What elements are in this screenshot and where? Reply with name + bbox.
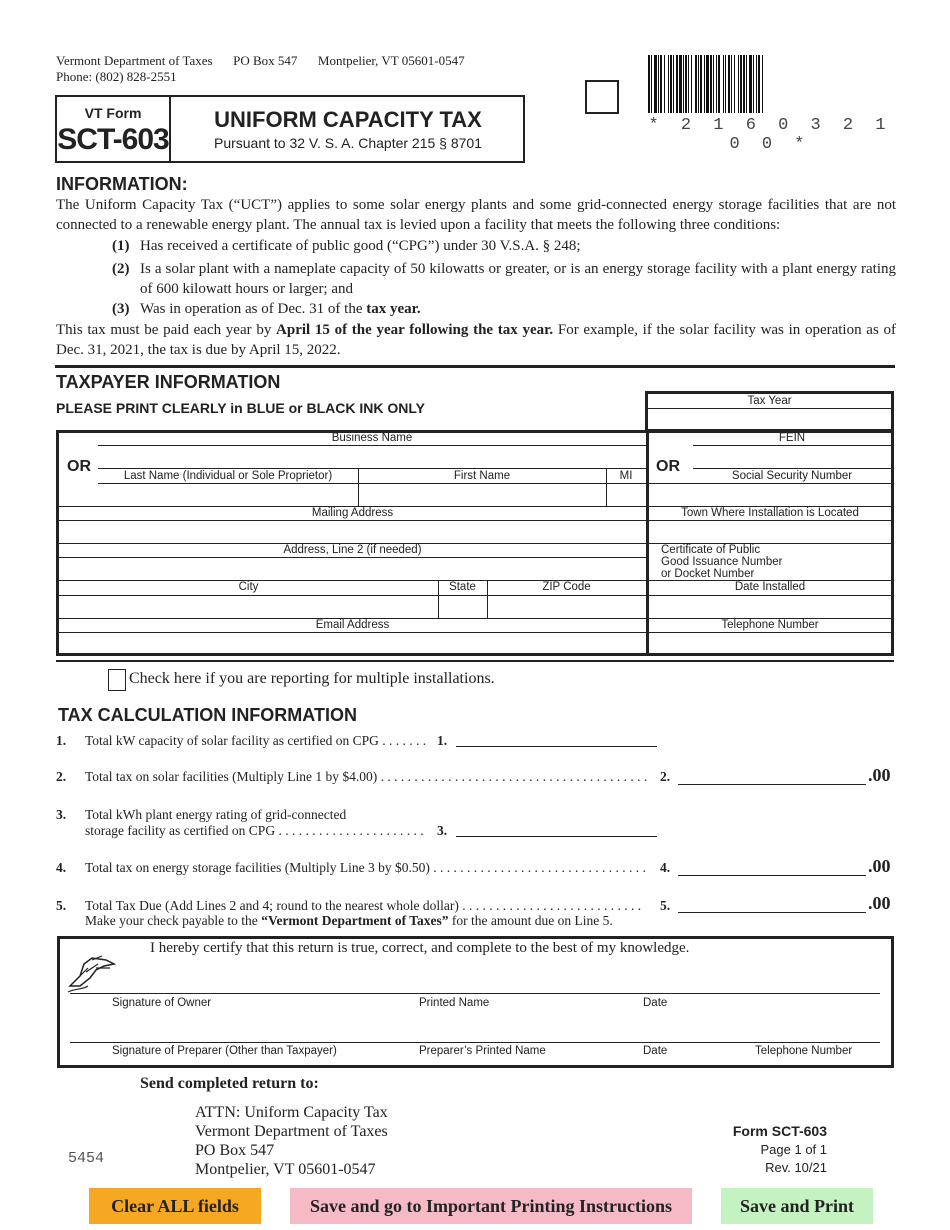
mailing-address-input[interactable] [61, 522, 644, 542]
barcode [648, 55, 892, 113]
cpg-input[interactable] [780, 547, 890, 577]
tax-year-input[interactable] [650, 411, 890, 429]
cpg-label-2: Good Issuance Number [661, 556, 783, 568]
line-1-underline [456, 746, 657, 747]
address-line: Vermont Department of Taxes [195, 1123, 388, 1140]
zip-input[interactable] [489, 597, 644, 617]
line-1-ref: 1. [437, 733, 448, 748]
clear-all-button[interactable]: Clear ALL fields [89, 1188, 261, 1224]
business-name-label: Business Name [331, 432, 413, 444]
telephone-input[interactable] [651, 634, 889, 653]
line-2-num: 2. [56, 769, 67, 784]
line-4-underline [678, 875, 866, 876]
agency-citystate: Montpelier, VT 05601-0547 [317, 53, 465, 68]
line-2-text: Total tax on solar facilities (Multiply Line 1 by $4.00) . . . . . . . . . . . . . . . . . . . . . . . . . . . . . . . . . . . . . . . . [85, 769, 648, 784]
address2-label: Address, Line 2 (if needed) [283, 544, 422, 556]
preparer-date-label: Date [643, 1045, 668, 1057]
email-label: Email Address [315, 619, 390, 631]
town-label: Town Where Installation is Located [681, 507, 859, 519]
business-name-input[interactable] [100, 447, 644, 467]
mi-label: MI [619, 470, 633, 482]
owner-date-input[interactable] [642, 970, 752, 992]
telephone-label: Telephone Number [721, 619, 819, 631]
condition-1-num: (1) [112, 238, 130, 254]
line-3-input[interactable] [456, 819, 657, 835]
line-1-num: 1. [56, 733, 67, 748]
line-5-ref: 5. [660, 898, 671, 913]
printed-name-input[interactable] [418, 970, 628, 992]
condition-1-text: Has received a certificate of public good (“CPG”) under 30 V.S.A. § 248; [140, 238, 581, 254]
due-date-note: This tax must be paid each year by April 15 of the year following the tax year. For example, if the solar facility was in operation as of Dec. 31, 2021, the tax is due by April 15, 2022. [56, 322, 896, 358]
first-name-input[interactable] [360, 485, 604, 505]
line-4-text: Total tax on energy storage facilities (Multiply Line 3 by $0.50) . . . . . . . . . . . . . . . . . . . . . . . . . . . . . . . . [85, 860, 646, 875]
form-number: SCT-603 [57, 123, 169, 156]
line-5-input[interactable] [678, 895, 866, 911]
multiple-installations-checkbox[interactable] [108, 669, 126, 691]
taxpayer-heading: TAXPAYER INFORMATION [56, 372, 281, 392]
sig-preparer-label: Signature of Preparer (Other than Taxpayer) [112, 1045, 337, 1057]
zip-label: ZIP Code [542, 581, 591, 593]
line-3-ref: 3. [437, 823, 448, 838]
payable-note: Make your check payable to the “Vermont Department of Taxes” for the amount due on Line 5. [85, 913, 613, 928]
line-2-cents: .00 [868, 765, 891, 785]
section-divider [55, 365, 895, 368]
line-3-num: 3. [56, 807, 67, 822]
line-3-text-2: storage facility as certified on CPG . . . . . . . . . . . . . . . . . . . . . . [85, 823, 424, 838]
condition-2-num: (2) [112, 261, 130, 277]
preparer-printed-name-input[interactable] [418, 1019, 628, 1041]
town-input[interactable] [651, 522, 889, 542]
mi-input[interactable] [608, 485, 644, 505]
address-line: ATTN: Uniform Capacity Tax [195, 1104, 388, 1121]
footer-page: Page 1 of 1 [760, 1142, 827, 1157]
city-input[interactable] [61, 597, 436, 617]
condition-3-num: (3) [112, 301, 130, 317]
save-print-button[interactable]: Save and Print [721, 1188, 873, 1224]
scan-checkbox [585, 80, 619, 114]
line-3-underline [456, 836, 657, 837]
last-name-label: Last Name (Individual or Sole Proprietor) [123, 470, 333, 482]
fein-input[interactable] [695, 447, 889, 467]
agency-pobox: PO Box 547 [233, 53, 298, 68]
address-line: PO Box 547 [195, 1142, 275, 1159]
line-2-input[interactable] [678, 766, 866, 783]
agency-line [56, 53, 465, 69]
printed-name-label: Printed Name [419, 997, 490, 1009]
multiple-installations-label: Check here if you are reporting for multiple installations. [129, 670, 495, 687]
save-instructions-button[interactable]: Save and go to Important Printing Instructions [290, 1188, 692, 1224]
information-heading: INFORMATION: [56, 174, 188, 194]
first-name-label: First Name [453, 470, 511, 482]
footer-form-label: Form SCT-603 [732, 1123, 827, 1139]
line-5-num: 5. [56, 898, 67, 913]
or-label-name: OR [67, 458, 91, 475]
state-input[interactable] [440, 597, 485, 617]
agency-phone: Phone: (802) 828-2551 [56, 69, 177, 84]
preparer-date-input[interactable] [642, 1019, 742, 1041]
line-1-text: Total kW capacity of solar facility as certified on CPG . . . . . . . [85, 733, 427, 748]
preparer-telephone-label: Telephone Number [755, 1045, 853, 1057]
calc-heading: TAX CALCULATION INFORMATION [58, 705, 357, 725]
line-4-input[interactable] [678, 857, 866, 874]
line-4-cents: .00 [868, 856, 891, 876]
preparer-telephone-input[interactable] [754, 1019, 874, 1041]
barcode-text: * 2 1 6 0 3 2 1 0 0 * [648, 116, 892, 154]
grid-bottom-rule [56, 660, 894, 662]
line-1-input[interactable] [456, 729, 657, 745]
preparer-signature-input[interactable] [110, 1019, 400, 1041]
address2-input[interactable] [61, 559, 644, 579]
certification-statement: I hereby certify that this return is true, correct, and complete to the best of my knowledge. [150, 940, 690, 956]
line-5-cents: .00 [868, 893, 891, 913]
line-5-text: Total Tax Due (Add Lines 2 and 4; round to the nearest whole dollar) . . . . . . . . . . . . . . . . . . . . . . . . . . . [85, 898, 642, 913]
tax-year-label: Tax Year [747, 395, 792, 407]
line-2-ref: 2. [660, 769, 671, 784]
cpg-label-3: or Docket Number [661, 568, 755, 580]
page-subtitle: Pursuant to 32 V. S. A. Chapter 215 § 8701 [213, 135, 482, 151]
page-title: UNIFORM CAPACITY TAX [214, 107, 482, 132]
vt-form-label: VT Form [84, 105, 142, 121]
date-installed-input[interactable] [651, 597, 889, 617]
cpg-label-1: Certificate of Public [661, 544, 761, 556]
preparer-signature-line [70, 1042, 880, 1043]
line-5-underline [678, 912, 866, 913]
footer-rev: Rev. 10/21 [765, 1160, 827, 1175]
sig-owner-label: Signature of Owner [112, 997, 212, 1009]
last-name-input[interactable] [100, 485, 356, 505]
mailing-address-block [195, 1103, 388, 1179]
line-4-ref: 4. [660, 860, 671, 875]
fein-label: FEIN [778, 432, 806, 444]
form-title-box [55, 95, 525, 163]
ssn-label: Social Security Number [731, 470, 853, 482]
agency-name: Vermont Department of Taxes [56, 53, 213, 68]
date-installed-label: Date Installed [734, 581, 806, 593]
city-label: City [238, 581, 259, 593]
line-4-num: 4. [56, 860, 67, 875]
line-2-underline [678, 784, 866, 785]
signature-pen-icon [66, 946, 116, 994]
send-heading: Send completed return to: [140, 1075, 319, 1092]
preparer-printed-label: Preparer’s Printed Name [419, 1045, 546, 1057]
form-code: 5454 [68, 1150, 105, 1167]
email-input[interactable] [61, 634, 644, 653]
barcode-bar [763, 55, 764, 113]
mailing-address-label: Mailing Address [311, 507, 394, 519]
line-3-text: Total kWh plant energy rating of grid-connected [85, 807, 347, 822]
address-line: Montpelier, VT 05601-0547 [195, 1161, 376, 1178]
information-intro: The Uniform Capacity Tax (“UCT”) applies to some solar energy plants and some grid-connected energy storage facilities that are not connected to a renewable energy plant. The annual tax is levied upon a facility that meets the following three conditions: [56, 197, 896, 233]
ssn-input[interactable] [651, 485, 889, 505]
ink-instruction: PLEASE PRINT CLEARLY in BLUE or BLACK INK ONLY [56, 400, 425, 416]
date-label: Date [643, 997, 668, 1009]
owner-signature-line [70, 993, 880, 994]
condition-3-text: Was in operation as of Dec. 31 of the tax year. [140, 301, 421, 317]
state-label: State [449, 581, 476, 593]
condition-2-text: Is a solar plant with a nameplate capacity of 50 kilowatts or greater, or is an energy storage facility with a plant energy rating of 600 kilowatt hours or larger; and [140, 261, 896, 297]
owner-signature-input[interactable] [110, 970, 400, 992]
or-label-id: OR [656, 458, 680, 475]
